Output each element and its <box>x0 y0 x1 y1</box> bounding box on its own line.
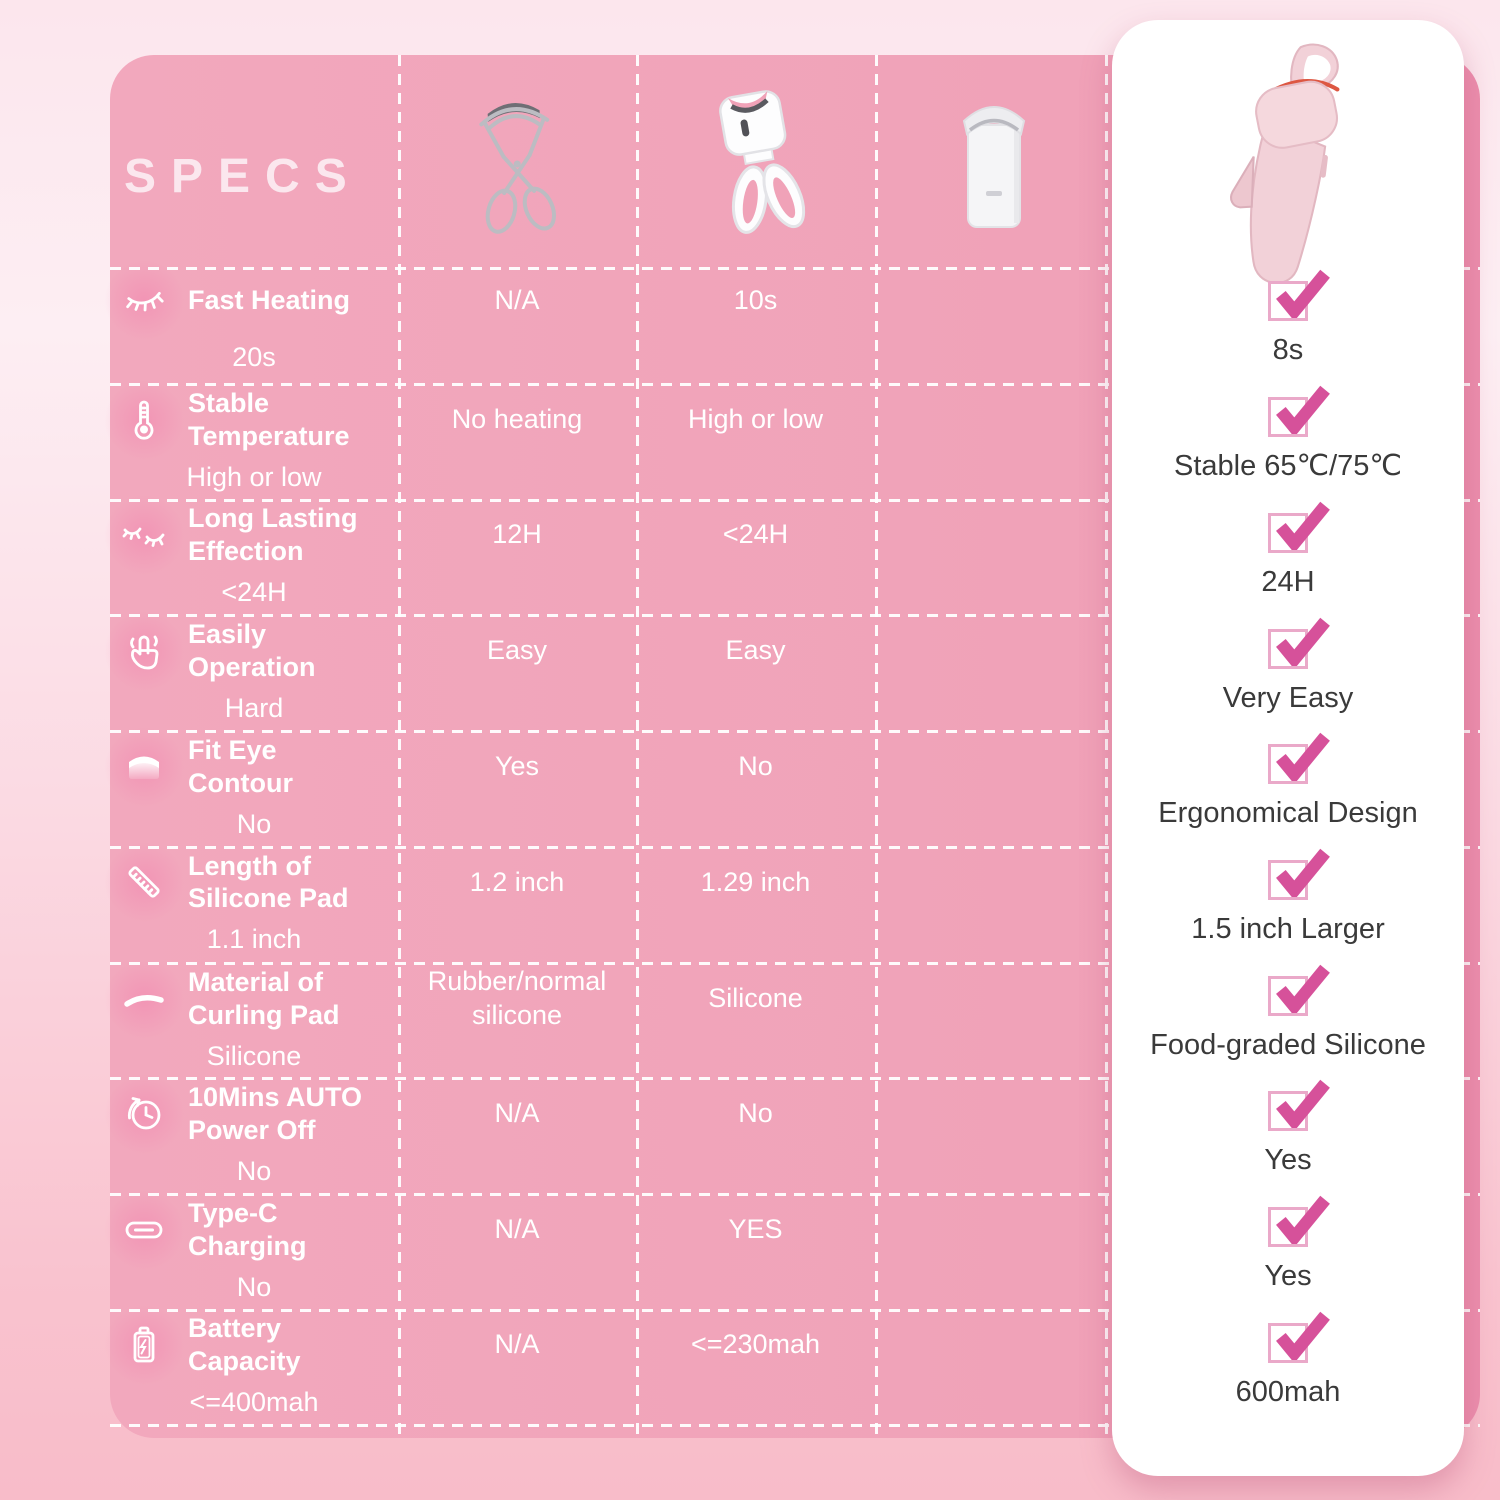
spec-value: <=400mah <box>189 1387 319 1418</box>
feature-label-cell <box>110 1312 398 1378</box>
auto-off-clock-icon <box>118 1088 170 1140</box>
spec-value: <24H <box>722 519 789 550</box>
type-c-icon <box>118 1204 170 1256</box>
featured-value: Stable 65℃/75℃ <box>1174 450 1402 483</box>
feature-label: 10Mins AUTO Power Off <box>188 1081 363 1145</box>
feature-label-cell <box>110 618 398 684</box>
spec-value: N/A <box>494 1213 540 1244</box>
pink-heated-eyelash-curler-image <box>1112 34 1464 296</box>
checkmark-icon <box>1268 976 1308 1016</box>
spec-value: High or low <box>687 403 824 434</box>
feature-label: Stable Temperature <box>188 387 350 451</box>
feature-label: Easily Operation <box>188 619 316 683</box>
silicone-pad-icon <box>118 741 170 793</box>
spec-value: 12H <box>492 519 542 550</box>
curling-pad-icon <box>118 973 170 1025</box>
table-column-divider <box>636 55 639 1438</box>
featured-item <box>1112 1193 1464 1309</box>
featured-item <box>1112 614 1464 730</box>
featured-value: Yes <box>1264 1144 1312 1177</box>
spec-value: No <box>236 1155 272 1186</box>
spec-value: <24H <box>221 577 287 608</box>
eyelashes-icon <box>118 509 170 561</box>
feature-label: Battery Capacity <box>188 1313 301 1377</box>
spec-value: 1.1 inch <box>206 924 302 955</box>
featured-value: 8s <box>1272 334 1304 367</box>
feature-label-cell <box>110 734 398 800</box>
checkmark-icon <box>1268 1323 1308 1363</box>
table-column-divider <box>1105 55 1108 1438</box>
featured-value: Ergonomical Design <box>1158 797 1418 830</box>
spec-value: 1.29 inch <box>700 866 811 897</box>
boxy-heated-eyelash-curler-image <box>875 55 1113 267</box>
feature-label-cell <box>110 1197 398 1263</box>
feature-label-cell <box>110 966 398 1032</box>
featured-value: 24H <box>1261 565 1315 598</box>
featured-items <box>1112 267 1464 1424</box>
feature-label: Material of Curling Pad <box>188 966 340 1030</box>
featured-item <box>1112 267 1464 383</box>
featured-item <box>1112 1077 1464 1193</box>
feature-label-cell <box>110 502 398 568</box>
spec-value: No <box>738 1097 773 1128</box>
eyelash-icon <box>118 274 170 326</box>
featured-item <box>1112 730 1464 846</box>
spec-value: No heating <box>451 403 583 434</box>
featured-value: 600mah <box>1235 1375 1341 1408</box>
spec-value: No <box>236 808 272 839</box>
spec-value: N/A <box>494 1097 540 1128</box>
featured-item <box>1112 845 1464 961</box>
table-column-divider <box>398 55 401 1438</box>
feature-label: Fast Heating <box>188 285 351 316</box>
thermometer-icon <box>118 394 170 446</box>
spec-value: 1.2 inch <box>469 866 565 897</box>
featured-product-panel <box>1112 20 1464 1476</box>
handheld-heated-eyelash-curler-image <box>636 55 875 267</box>
spec-value: 10s <box>733 284 778 315</box>
spec-value: No <box>236 1271 272 1302</box>
spec-value: Yes <box>494 750 540 781</box>
spec-value: Easy <box>486 635 548 666</box>
spec-value: Silicone <box>206 1040 302 1071</box>
feature-label-cell <box>110 387 398 453</box>
battery-icon <box>118 1319 170 1371</box>
feature-label: Long Lasting Effection <box>188 503 358 567</box>
featured-item <box>1112 498 1464 614</box>
checkmark-icon <box>1268 397 1308 437</box>
spec-value: N/A <box>494 284 540 315</box>
touch-icon <box>118 625 170 677</box>
manual-eyelash-curler-image <box>398 55 636 267</box>
checkmark-icon <box>1268 281 1308 321</box>
featured-item <box>1112 1308 1464 1424</box>
checkmark-icon <box>1268 1207 1308 1247</box>
checkmark-icon <box>1268 744 1308 784</box>
checkmark-icon <box>1268 513 1308 553</box>
checkmark-icon <box>1268 1091 1308 1131</box>
spec-value: 20s <box>232 342 276 373</box>
spec-value: N/A <box>494 1329 540 1360</box>
spec-value: YES <box>728 1213 783 1244</box>
feature-label-cell <box>110 1081 398 1147</box>
featured-item <box>1112 961 1464 1077</box>
spec-value: Easy <box>725 635 786 666</box>
feature-label: Fit Eye Contour <box>188 734 293 798</box>
spec-value: Hard <box>224 693 284 724</box>
checkmark-icon <box>1268 860 1308 900</box>
featured-value: Yes <box>1264 1260 1312 1293</box>
featured-value: Very Easy <box>1222 681 1354 714</box>
ruler-icon <box>118 856 170 908</box>
spec-value: No <box>738 750 773 781</box>
table-column-divider <box>875 55 878 1438</box>
featured-item <box>1112 383 1464 499</box>
spec-value: <=230mah <box>690 1329 821 1360</box>
featured-value: Food-graded Silicone <box>1150 1028 1426 1061</box>
feature-label-cell <box>110 274 398 326</box>
feature-label: Length of Silicone Pad <box>188 850 349 914</box>
featured-value: 1.5 inch Larger <box>1191 912 1385 945</box>
checkmark-icon <box>1268 629 1308 669</box>
feature-label-cell <box>110 850 398 916</box>
spec-value: Silicone <box>708 982 803 1013</box>
spec-value: Rubber/normal silicone <box>427 965 607 1030</box>
spec-value: High or low <box>186 461 322 492</box>
page-title: SPECS <box>124 150 362 203</box>
feature-label: Type-C Charging <box>188 1197 307 1261</box>
